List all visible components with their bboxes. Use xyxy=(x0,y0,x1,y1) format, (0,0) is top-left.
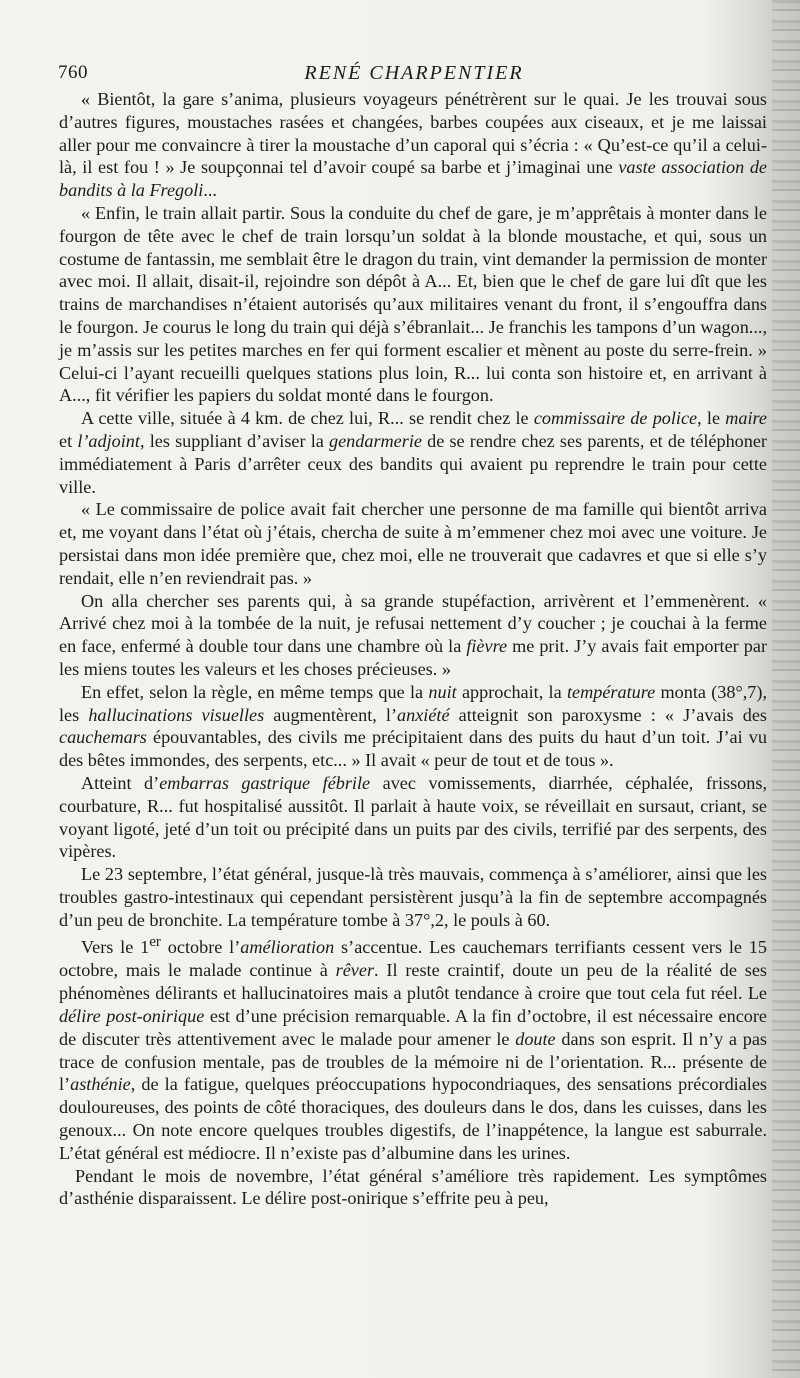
running-title: RENÉ CHARPENTIER xyxy=(304,62,524,84)
paragraph-en-effet: En effet, selon la règle, en même temps que la nuit approchait, la température monta (38°,7), les hallucinations visuelles augmentèrent, l’anxiété atteignit son paroxysme : « J’avais des cauchemars épouvantables, des civils me précipitaient dans des puits du haut d’un toit. J’ai vu des bêtes immondes, des serpents, etc... » Il avait « peur de tout et de tous ». xyxy=(59,681,767,771)
paragraph-on-alla: On alla chercher ses parents qui, à sa grande stupéfaction, arrivèrent et l’emmenèrent. « Arrivé chez moi à la tombée de la nuit, je refusai nettement d’y coucher ; je couchai à la ferme en face, enfermé à double tour dans une chambre où la fièvre me prit. J’y avais fait emporter par les miens toutes les valeurs et les choses précieuses. » xyxy=(59,590,767,679)
page-header xyxy=(58,62,770,90)
paragraph-bientot: « Bientôt, la gare s’anima, plusieurs voyageurs pénétrèrent sur le quai. Je les trouvai sous d’autres figures, moustaches rasées et changées, barbes coupées aux ciseaux, et je me laissai aller pour me convaincre à tirer la moustache d’un caporal qui s’écria : « Qu’est-ce qu’il a celui-là, il est fou ! » Je soupçonnai tel d’avoir coupé sa barbe et j’imaginai une vaste association de bandits à la Fregoli... xyxy=(59,89,767,201)
page-binding-edge xyxy=(772,0,800,1378)
paragraph-commissaire: « Le commissaire de police avait fait chercher une personne de ma famille qui bientôt arriva et, me voyant dans l’état où j’étais, chercha de suite à m’emmener chez moi avec une voiture. Je persistai dans mon idée première que, chez moi, elle ne trouverait que cadavres et que si elle s’y rendait, elle n’en reviendrait pas. » xyxy=(59,499,767,588)
paragraph-novembre: Pendant le mois de novembre, l’état général s’améliore très rapidement. Les symptômes d’asthénie disparaissent. Le délire post-onirique s’effrite peu à peu, xyxy=(59,1165,767,1209)
body-text xyxy=(59,88,767,1210)
paragraph-23-septembre: Le 23 septembre, l’état général, jusque-là très mauvais, commença à s’améliorer, ainsi que les troubles gastro-intestinaux qui cependant persistèrent jusqu’à la fin de septembre accompagnés d’un peu de bronchite. La température tombe à 37°,2, le pouls à 60. xyxy=(59,864,767,930)
paragraph-atteint: Atteint d’embarras gastrique fébrile avec vomissements, diarrhée, céphalée, frissons, courbature, R... fut hospitalisé aussitôt. Il parlait à haute voix, se réveillait en sursaut, criant, se voyant ligoté, jeté d’un toit ou précipité dans un puits par des civils, terrifié par des serpents, des vipères. xyxy=(59,772,767,862)
paragraph-enfin: « Enfin, le train allait partir. Sous la conduite du chef de gare, je m’apprêtais à monter dans le fourgon de tête avec le chef de train lorsqu’un soldat à la blonde moustache, et qui, sous un costume de fantassin, me semblait être le dragon du train, vint demander la permission de monter avec moi. Il allait, disait-il, rejoindre son dépôt à A... Et, bien que le chef de gare lui dît que les trains de marchandises n’étaient autorisés qu’aux militaires venant du front, il s’engouffra dans le fourgon. Je courus le long du train qui déjà s’ébranlait... Je franchis les tampons d’un wagon..., je m’assis sur les petites marches en fer qui forment escalier et mènent au poste du serre-frein. » Celui-ci l’ayant recueilli quelques stations plus loin, R... lui conta son histoire et, en arrivant à A..., fit vérifier les papiers du soldat monté dans le fourgon. xyxy=(59,202,767,406)
paragraph-1er-octobre: Vers le 1er octobre l’amélioration s’accentue. Les cauchemars terrifiants cessent vers le 15 octobre, mais le malade continue à rêver. Il reste craintif, doute un peu de la réalité de ses phénomènes délirants et hallucinatoires mais a plutôt tendance à croire que tout cela fut réel. Le délire post-onirique est d’une précision remarquable. A la fin d’octobre, il est nécessaire encore de discuter très attentivement avec le malade pour amener le doute dans son esprit. Il n’y a pas trace de confusion mentale, pas de troubles de la mémoire ni de l’orientation. R... présente de l’asthénie, de la fatigue, quelques préoccupations hypocondriaques, des sensations précordiales douloureuses, des points de côté thoraciques, des douleurs dans le dos, dans les cuisses, dans les genoux... On note encore quelques troubles digestifs, de l’inappétence, la langue est saburrale. L’état général est médiocre. Il n’existe pas d’albumine dans les urines. xyxy=(59,933,767,1163)
paragraph-a-cette-ville: A cette ville, située à 4 km. de chez lui, R... se rendit chez le commissaire de police, le maire et l’adjoint, les suppliant d’aviser la gendarmerie de se rendre chez ses parents, et de téléphoner immédiatement à Paris d’arrêter ceux des bandits qui avaient pu reprendre le train pour cette ville. xyxy=(59,408,767,497)
page-number: 760 xyxy=(58,62,88,83)
